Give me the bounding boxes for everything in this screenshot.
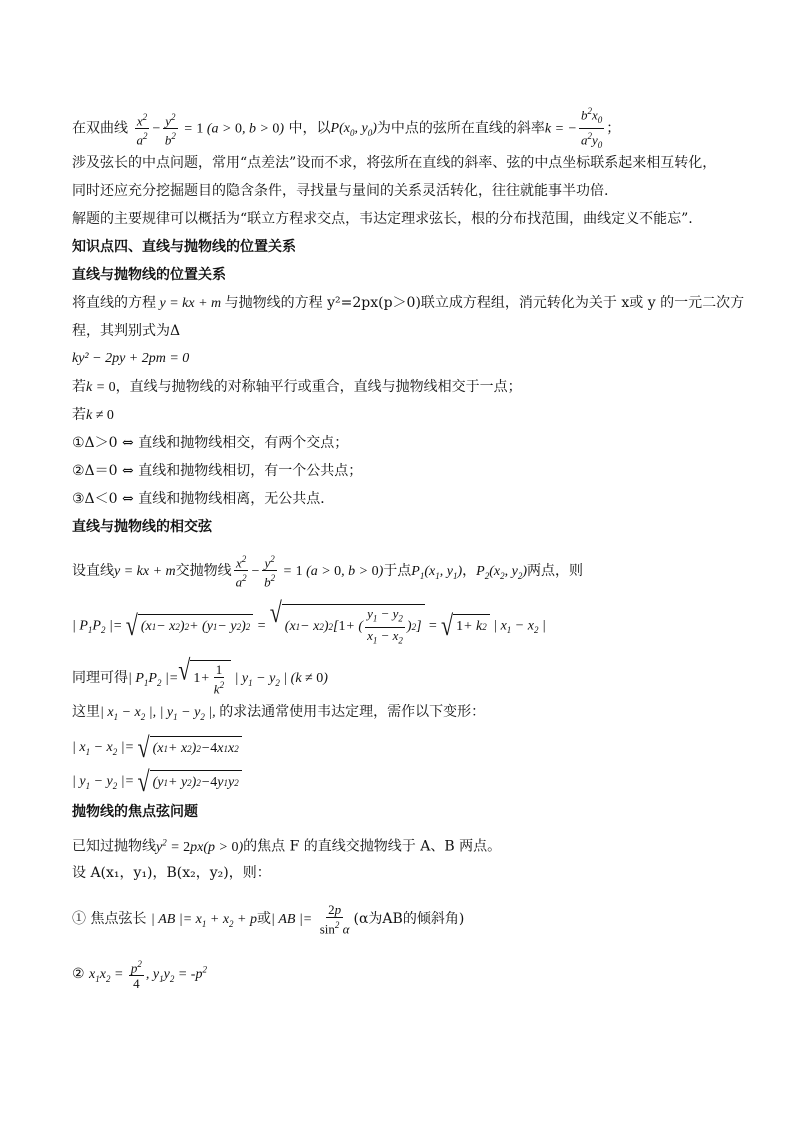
fraction: $\frac{p^2}{4}$ (130, 959, 142, 992)
fraction: $\frac{x^2}{a^2}$ (235, 554, 247, 590)
paragraph-line: 将直线的方程 y = kx + m 与抛物线的方程 y²=2px(p＞0)联立成方程组，消元转化为关于 x或 y 的一元二次方 (72, 295, 745, 311)
sqrt: √ 1 + k 2 (441, 614, 490, 638)
equation-line: ky² − 2py + 2pm = 0 (72, 351, 190, 366)
hyperbola-slope-line: 在双曲线 $\frac{x^2}{a^2}$ − $\frac{y^2}{b^2}$ = 1 (a > 0, b > 0) 中，以$P(x_0$, $y_0$)为中点的弦所在直线的斜率k = − $\frac{b^2x_0}{a^2y_0}$ ； (72, 104, 734, 153)
text-segment: 的求法通常使用韦达定理，需作以下变形： (219, 704, 486, 720)
paragraph-line: 程，其判别式为Δ (72, 323, 181, 339)
subsection-heading: 抛物线的焦点弦问题 (72, 804, 198, 820)
subsection-heading: 直线与抛物线的位置关系 (72, 267, 226, 283)
paragraph-line: 已知过抛物线$y^2 = 2px(p > 0)$的焦点 F 的直线交抛物线于 A、B 两点。 (72, 837, 502, 855)
paragraph-line: 设 A(x₁，y₁)，B(x₂，y₂)，则： (72, 865, 271, 881)
fraction: $\frac{y^2}{b^2}$ (264, 554, 276, 590)
text-segment: 同理可得 (72, 670, 128, 687)
paragraph-line: 若k = 0，直线与抛物线的对称轴平行或重合，直线与抛物线相交于一点； (72, 379, 522, 395)
text-segment: ① 焦点弦长 (72, 911, 147, 928)
fraction: $\frac{b^2x_0}{a^2y_0}$ (580, 106, 603, 150)
paragraph-line: 这里| $x_1 - x_2$ |, | $y_1 - y_2$ |, 的求法通常使用韦达定理，需作以下变形： (72, 704, 486, 722)
text-segment: 设直线 (72, 562, 114, 579)
condition-item: ①Δ＞0 ⇔ 直线和抛物线相交，有两个交点； (72, 435, 349, 451)
text-segment: 在双曲线 (72, 120, 128, 137)
text-segment: 或 (257, 911, 271, 928)
sqrt: √ (x 1 − x 2 ) 2 [ 1 + ( $\frac{y_1 - y_2}{x_1 - x_2}$ ) 2 ] (270, 604, 425, 648)
fraction: $\frac{y^2}{b^2}$ (164, 111, 176, 148)
condition-item: ③Δ＜0 ⇔ 直线和抛物线相离，无公共点． (72, 491, 335, 507)
text-segment: (α为AB的倾斜角) (353, 911, 465, 928)
text-segment: 与抛物线的方程 y²=2px(p＞0)联立成方程组，消元转化为关于 x或 y 的一元二次方 (224, 295, 745, 311)
focal-chord-item: ① 焦点弦长 | AB |= $x_1 + x_2 + p$或| AB |= $\frac{2p}{\sin^2 \alpha}$ (α为AB的倾斜角) (72, 902, 465, 937)
section-heading: 知识点四、直线与抛物线的位置关系 (72, 239, 296, 255)
text-segment: 为中点的弦所在直线的斜率 (376, 120, 545, 137)
text-segment: 这里 (72, 704, 100, 720)
vieta-y-formula: | $y_1 - y_2$ |= √ (y 1 + y 2 ) 2 − 4 y 1 y 2 (72, 770, 734, 796)
paragraph-line: 涉及弦长的中点问题，常用“点差法”设而不求，将弦所在直线的斜率、弦的中点坐标联系起来相互转化， (72, 155, 717, 171)
paragraph-line: 若k ≠ 0 (72, 407, 114, 423)
focal-chord-item: ② $x_1x_2$ = $\frac{p^2}{4}$ , $y_1y_2 = -p^2$ (72, 959, 207, 992)
fraction: $\frac{x^2}{a^2}$ (136, 111, 148, 148)
text-segment: 将直线的方程 (72, 295, 156, 311)
paragraph-line: 设直线y = kx + m交抛物线 $\frac{x^2}{a^2}$ − $\frac{y^2}{b^2}$ = 1 (a > 0, b > 0)于点$P_1(x_1$, $y_1$)，$P_2(x_2$, $y_2$)两点，则 (72, 554, 583, 590)
text-segment: 已知过抛物线 (72, 838, 156, 855)
text-segment: 若 (72, 379, 86, 395)
text-segment: 中，以 (288, 120, 331, 137)
text-segment: 于点 (383, 562, 412, 579)
text-segment: 两点，则 (526, 562, 583, 579)
fraction: $\frac{2p}{\sin^2 \alpha}$ (319, 902, 350, 937)
text-segment: ，直线与抛物线的对称轴平行或重合，直线与抛物线相交于一点； (115, 379, 522, 395)
sqrt: √ 1 + $\frac{1}{k^2}$ (178, 660, 231, 696)
sqrt: √ (x 1 − x 2 ) 2 + (y 1 − y 2 ) 2 (126, 614, 253, 638)
text-segment: ； (606, 120, 621, 137)
text-segment: ， (462, 562, 477, 579)
text-segment: 交抛物线 (175, 562, 232, 579)
chord-length-formula: | $P_1P_2$ |= √ (x 1 − x 2 ) 2 + (y 1 − y 2 ) 2 = √ (x 1 − x 2 ) 2 [ 1 + ( $\frac{y_1 - y_2}{x_1 - x_2}$ ) 2 ] = √ 1 + k 2 | $x_1 - x_2$ | (72, 604, 734, 648)
paragraph-line: 同时还应充分挖掘题目的隐含条件，寻找量与量间的关系灵活转化，往往就能事半功倍. (72, 183, 609, 199)
paragraph-line: 同理可得| $P_1P_2$ |= √ 1 + $\frac{1}{k^2}$ | $y_1 - y_2$ | (k ≠ 0) (72, 653, 328, 697)
condition-item: ②Δ＝0 ⇔ 直线和抛物线相切，有一个公共点； (72, 463, 363, 479)
text-segment: 的焦点 F 的直线交抛物线于 A、B 两点。 (243, 838, 502, 855)
vieta-x-formula: | $x_1 - x_2$ |= √ (x 1 + x 2 ) 2 − 4 x 1 x 2 (72, 736, 734, 762)
text-segment: ② (72, 966, 85, 983)
subsection-heading: 直线与抛物线的相交弦 (72, 519, 212, 535)
text-segment: 若 (72, 407, 86, 423)
paragraph-line: 解题的主要规律可以概括为“联立方程求交点，韦达定理求弦长，根的分布找范围，曲线定义不能忘”. (72, 211, 693, 227)
